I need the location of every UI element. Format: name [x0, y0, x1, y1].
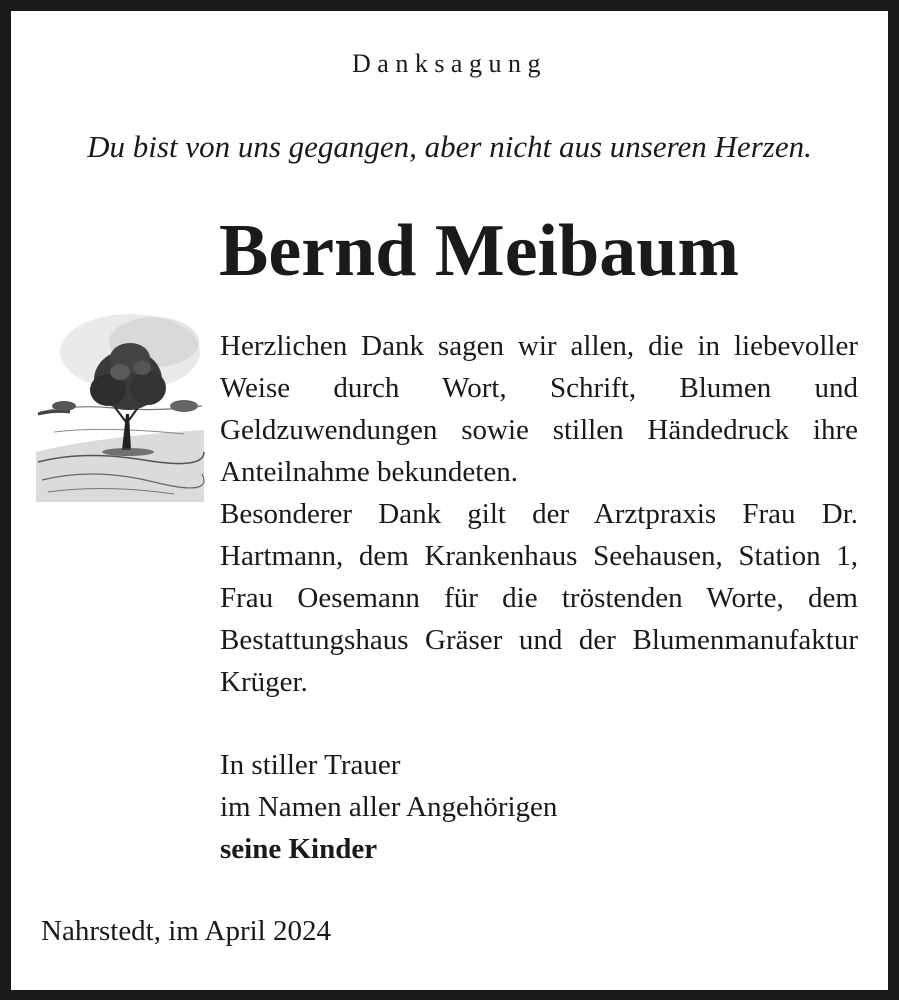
signers: seine Kinder — [220, 833, 378, 865]
thanks-text — [220, 325, 858, 703]
place-date: Nahrstedt, im April 2024 — [41, 915, 331, 947]
thanks-paragraph: Besonderer Dank gilt der Arztpraxis Frau Dr. Hartmann, dem Krankenhaus Seehausen, Station 1, Frau Oesemann für die tröstenden Worte, dem Bestattungshaus Gräser und der Blumenmanufaktur Krüger. — [220, 498, 858, 698]
motto: Du bist von uns gegangen, aber nicht aus unseren Herzen. — [87, 129, 812, 164]
signoff — [220, 744, 557, 870]
thanks-paragraph: Herzlichen Dank sagen wir allen, die in liebevoller Weise durch Wort, Schrift, Blumen und Geldzuwendungen sowie stillen Händedruck ihre Anteilnahme bekundeten. — [220, 330, 858, 488]
deceased-name: Bernd Meibaum — [219, 210, 740, 292]
signoff-line: In stiller Trauer — [220, 749, 401, 781]
heading: Danksagung — [352, 49, 547, 78]
signoff-line: im Namen aller Angehörigen — [220, 791, 558, 823]
tree-landscape-icon — [34, 302, 206, 502]
